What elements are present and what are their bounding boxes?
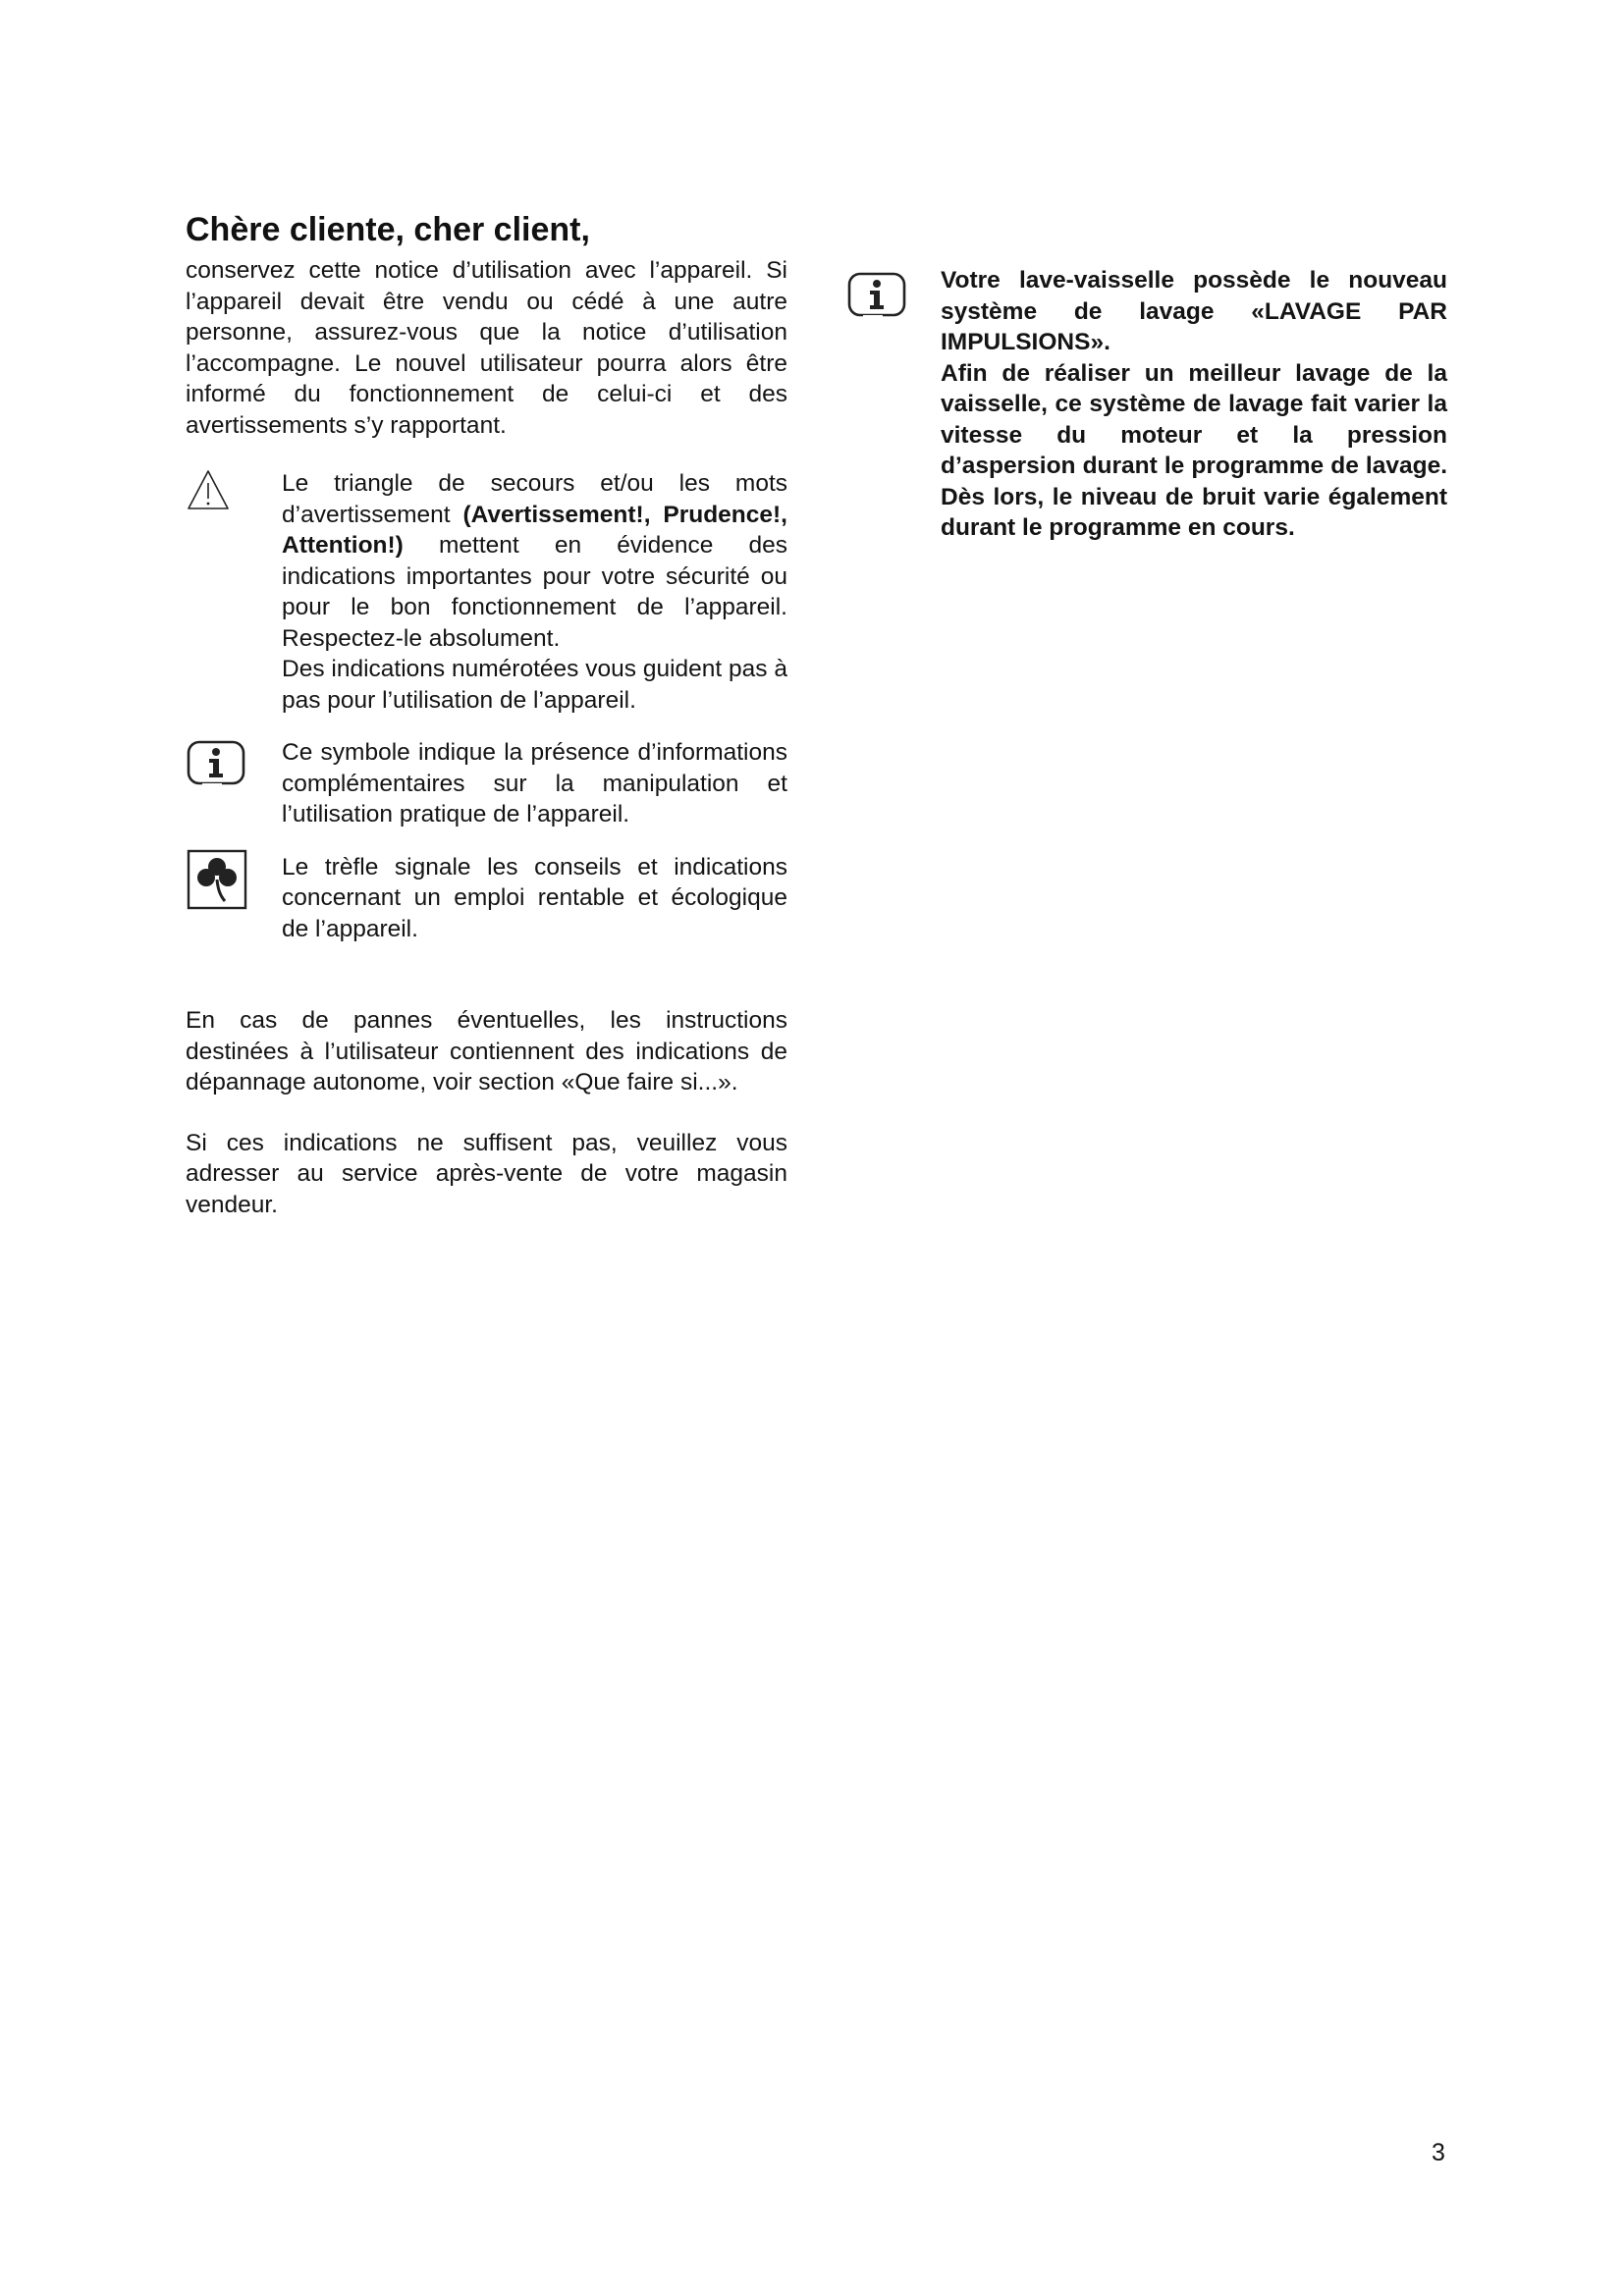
warning-triangle-icon — [186, 468, 231, 513]
eco-text: Le trèfle signale les conseils et indications concernant un emploi rentable et écologique de l’appareil. — [282, 853, 787, 942]
impulse-wash-intro: Votre lave-vaisselle possède le nouveau système de lavage «LAVAGE PAR IMPULSIONS». — [941, 267, 1447, 355]
warning-notice — [186, 468, 787, 716]
info-notice — [186, 737, 787, 830]
troubleshooting-paragraph: En cas de pannes éventuelles, les instructions destinées à l’utilisateur contiennent des indications de dépannage autonome, voir section «Que faire si...». — [186, 1007, 787, 1095]
eco-notice — [186, 852, 787, 945]
impulse-wash-notice — [846, 265, 1447, 544]
warning-text-end: mettent en évidence des indications importantes pour votre sécurité ou pour le bon fonctionnement de l’appareil. Respectez-le absolument. — [282, 532, 787, 652]
right-column — [846, 265, 1447, 544]
impulse-wash-details: Afin de réaliser un meilleur lavage de la vaisselle, ce système de lavage fait varier la vitesse du moteur et la pression d’aspersion durant le programme de lavage. Dès lors, le niveau de bruit varie également durant le programme en cours. — [941, 359, 1447, 541]
info-icon — [186, 739, 248, 788]
page-number: 3 — [1432, 2139, 1445, 2166]
numbered-instructions-note: Des indications numérotées vous guident pas à pas pour l’utilisation de l’appareil. — [282, 656, 787, 714]
left-column — [186, 210, 787, 1220]
info-text: Ce symbole indique la présence d’informations complémentaires sur la manipulation et l’utilisation pratique de l’appareil. — [282, 739, 787, 828]
service-paragraph: Si ces indications ne suffisent pas, veuillez vous adresser au service après-vente de votre magasin vendeur. — [186, 1129, 787, 1218]
warning-text — [282, 468, 787, 654]
page-title: Chère cliente, cher client, — [186, 211, 590, 248]
warning-keywords: (Avertissement!, Prudence!, Attention!) — [282, 501, 787, 559]
intro-paragraph: conservez cette notice d’utilisation avec l’appareil. Si l’appareil devait être vendu ou cédé à une autre personne, assurez-vous que la notice d’utilisation l’accompagne. Le nouvel utilisateur pourra alors être informé du fonctionnement de celui-ci et des avertissements s’y rapportant. — [186, 257, 787, 439]
info-icon — [846, 271, 909, 320]
clover-icon — [186, 848, 248, 911]
warning-text-start: Le triangle de secours et/ou les mots d’avertissement — [282, 470, 787, 528]
